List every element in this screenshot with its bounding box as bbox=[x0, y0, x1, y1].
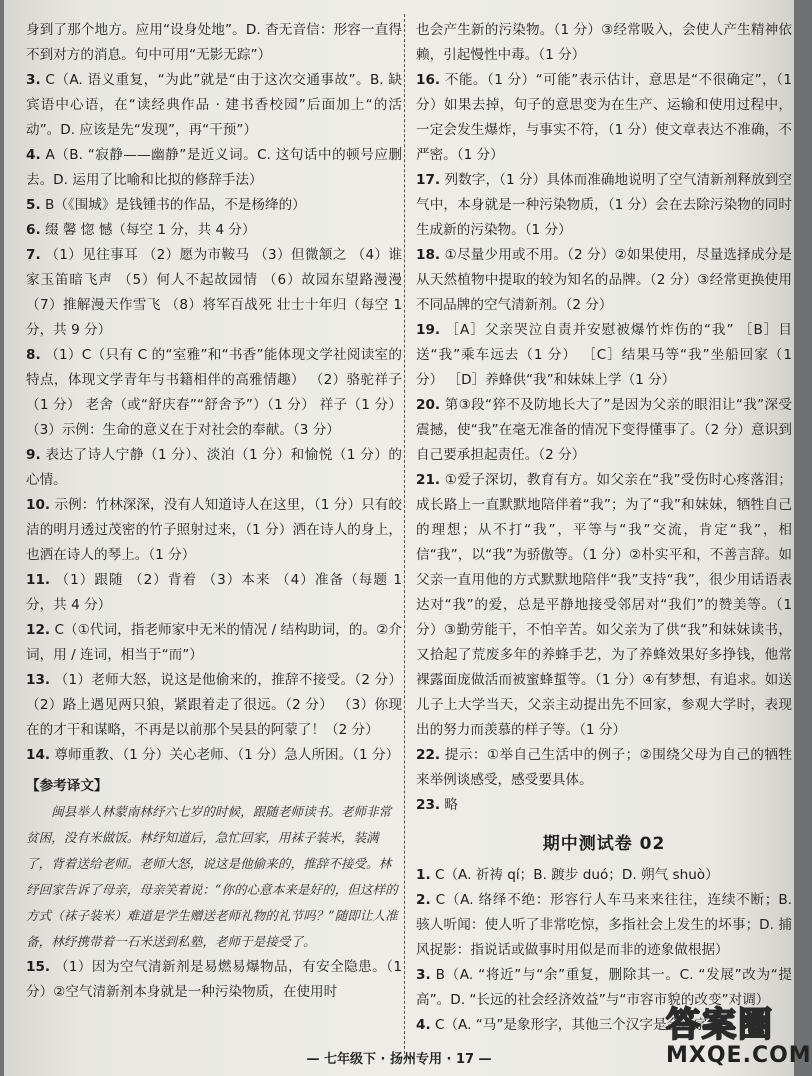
page-footer: — 七年级下 · 扬州专用 · 17 — bbox=[306, 1052, 492, 1067]
answer-number: 16. bbox=[416, 72, 441, 88]
reference-translation-heading: 【参考译文】 bbox=[26, 778, 108, 794]
answer-text: 身到了那个地方。应用“设身处地”。D. 杳无音信：形容一直得不到对方的消息。句中可用“无影无踪”） bbox=[26, 22, 402, 63]
answer-item bbox=[416, 793, 792, 818]
answer-text: 第③段“猝不及防地长大了”是因为父亲的眼泪让“我”深受震撼，使“我”在毫无准备的情况下变得懂事了。（2 分）意识到自己要承担起责任。（2 分） bbox=[416, 397, 792, 463]
answer-number: 3. bbox=[26, 72, 41, 88]
answer-item bbox=[416, 68, 792, 168]
answer-number: 19. bbox=[416, 322, 441, 338]
answer-item bbox=[416, 18, 792, 68]
answer-text: C（A. 语义重复，“为此”就是“由于这次交通事故”。B. 缺宾语中心语，在“读经典作品 · 建书香校园”后面加上“的活动”。D. 应该是先“发现”，再“干预”） bbox=[26, 72, 402, 138]
answer-number: 14. bbox=[26, 747, 51, 763]
answer-number: 15. bbox=[26, 959, 51, 975]
answer-text: ①爱子深切，教育有方。如父亲在“我”受伤时心疼落泪；成长路上一直默默地陪伴着“我”；为了“我”和妹妹，牺牲自己的理想；从不打“我”，平等与“我”交流，肯定“我”，相信“我”，以“我”为骄傲等。（1 分）②朴实平和，不善言辞。如父亲一直用他的方式默默地陪伴“我”支持“我”，很少用话语表达对“我”的爱，总是平静地接受邻居对“我们”的赞美等。（1 分）③勤劳能干，不怕辛苦。如父亲为了供“我”和妹妹读书，又拾起了荒废多年的养蜂手艺，为了养蜂效果好多挣钱，他常裸露面庞做活而被蜜蜂蜇等。（1 分）④有梦想，有追求。如送儿子上大学当天，父亲主动提出先不回家，参观大学时，表现出的努力而羡慕的样子等。（1 分） bbox=[416, 472, 792, 738]
column-divider bbox=[404, 14, 405, 1054]
answer-text: ［A］父亲哭泣自责并安慰被爆竹炸伤的“我” ［B］目送“我”乘车远去（1 分） ［C］结果马等“我”坐船回家（1 分） ［D］养蜂供“我”和妹妹上学（1 分） bbox=[416, 322, 792, 388]
answer-number: 4. bbox=[416, 1017, 431, 1033]
answer-item bbox=[26, 443, 402, 493]
answer-text: C（①代词，指老师家中无米的情况 / 结构助词，的。②介词，用 / 连词，相当于“而”） bbox=[26, 622, 402, 663]
answer-text: 不能。（1 分）“可能”表示估计，意思是“不很确定”，（1 分）如果去掉，句子的意思变为在生产、运输和使用过程中，一定会发生爆炸，与事实不符，（1 分）使文章表达不准确，不严密。（1 分） bbox=[416, 72, 792, 163]
answer-number: 6. bbox=[26, 222, 41, 238]
answer-item bbox=[416, 168, 792, 243]
left-answer-list bbox=[26, 18, 402, 768]
answer-item bbox=[26, 568, 402, 618]
answer-item bbox=[416, 393, 792, 468]
answer-number: 9. bbox=[26, 447, 41, 463]
answer-item bbox=[26, 218, 402, 243]
answer-item bbox=[416, 468, 792, 743]
answer-item bbox=[26, 343, 402, 443]
answer-number: 11. bbox=[26, 572, 51, 588]
answer-text: 表达了诗人宁静（1 分）、淡泊（1 分）和愉悦（1 分）的心情。 bbox=[26, 447, 402, 488]
section-title: 期中测试卷 02 bbox=[542, 834, 666, 854]
answer-number: 4. bbox=[26, 147, 41, 163]
answer-item bbox=[416, 243, 792, 318]
answer-number: 18. bbox=[416, 247, 441, 263]
answer-text: （1）跟随 （2）背着 （3）本来 （4）准备（每题 1 分，共 4 分） bbox=[26, 572, 402, 613]
answer-number: 17. bbox=[416, 172, 441, 188]
answer-item bbox=[26, 68, 402, 143]
answer-number: 10. bbox=[26, 497, 51, 513]
answer-page bbox=[4, 0, 812, 1076]
answer-text: B（A. “将近”与“余”重复，删除其一。C. “发展”改为“提高”。D. “长远的社会经济效益”与“市容市貌的改变”对调） bbox=[416, 967, 792, 1008]
answer-item bbox=[26, 743, 402, 768]
answer-number: 2. bbox=[416, 892, 431, 908]
left-answer-list-continued bbox=[26, 955, 402, 1005]
answer-number: 22. bbox=[416, 747, 441, 763]
answer-text: ①尽量少用或不用。（2 分）②如果使用，尽量选择成分是从天然植物中提取的较为知名的品牌。（2 分）③经常更换使用不同品牌的空气清新剂。（2 分） bbox=[416, 247, 792, 313]
right-column bbox=[416, 18, 792, 1038]
answer-text: 尊师重教、（1 分）关心老师、（1 分）急人所困。（1 分） bbox=[54, 747, 400, 763]
answer-text: （1）C（只有 C 的“室雅”和“书香”能体现文学社阅读室的特点，体现文学青年与书籍相伴的高雅情趣） （2）骆驼祥子（1 分） 老舍（或“舒庆春”“舒舍予”）（1 分） 祥子（1 分） （3）示例：生命的意义在于对社会的奉献。（3 分） bbox=[26, 347, 402, 438]
answer-number: 8. bbox=[26, 347, 41, 363]
answer-text: 提示：①举自己生活中的例子；②围绕父母为自己的牺牲来举例谈感受，感受要具体。 bbox=[416, 747, 792, 788]
answer-text: C（A. “马”是象形字，其他三个汉字是会意字 bbox=[434, 1017, 708, 1033]
answer-item bbox=[26, 668, 402, 743]
answer-item bbox=[26, 193, 402, 218]
answer-text: B（《围城》是钱锺书的作品，不是杨绛的） bbox=[44, 197, 306, 213]
answer-text: 缀 馨 惚 憾（每空 1 分，共 4 分） bbox=[44, 222, 256, 238]
answer-text: （1）因为空气清新剂是易燃易爆物品，有安全隐患。（1 分）②空气清新剂本身就是一种污染物质，在使用时 bbox=[26, 959, 403, 1000]
answer-number: 20. bbox=[416, 397, 441, 413]
reference-translation-text: 闽县举人林蒙南林纾六七岁的时候，跟随老师读书。老师非常贫困，没有米做饭。林纾知道后，急忙回家，用袜子装米，装满了，背着送给老师。老师大怒，说这是他偷来的，推辞不接受。林纾回家告诉了母亲，母亲笑着说：“你的心意本来是好的，但这样的方式（袜子装米）难道是学生赠送老师礼物的礼节吗？”随即让人准备，林纾携带着一石米送到私塾，老师于是接受了。 bbox=[26, 804, 398, 949]
answer-item bbox=[26, 955, 402, 1005]
answer-text: （1）老师大怒，说这是他偷来的，推辞不接受。（2 分） （2）路上遇见两只狼，紧跟着走了很远。（2 分） （3）你现在的才干和谋略，不再是以前那个吴县的阿蒙了！（2 分） bbox=[26, 672, 402, 738]
answer-item bbox=[26, 143, 402, 193]
answer-item bbox=[416, 888, 792, 963]
answer-number: 5. bbox=[26, 197, 41, 213]
answer-item bbox=[416, 863, 792, 888]
answer-item bbox=[416, 318, 792, 393]
answer-item bbox=[26, 243, 402, 343]
answer-text: 也会产生新的污染物。（1 分）③经常吸入，会使人产生精神依赖，引起慢性中毒。（1 分） bbox=[416, 22, 792, 63]
answer-number: 21. bbox=[416, 472, 441, 488]
answer-text: 示例：竹林深深，没有人知道诗人在这里，（1 分）只有皎洁的明月透过茂密的竹子照射过来，（1 分）洒在诗人的身上，也洒在诗人的琴上。（1 分） bbox=[26, 497, 402, 563]
watermark-text-top: 答案圈 bbox=[666, 1005, 774, 1045]
watermark-text-bottom: MXQE.COM bbox=[666, 1043, 812, 1068]
answer-number: 12. bbox=[26, 622, 51, 638]
site-watermark-logo bbox=[666, 1005, 812, 1072]
answer-text: C（A. 祈祷 qí；B. 踱步 duó；D. 朔气 shuò） bbox=[434, 867, 719, 883]
answer-text: （1）见往事耳 （2）愿为市鞍马 （3）但微颔之 （4）谁家玉笛暗飞声 （5）何人不起故园情 （6）故园东望路漫漫 （7）推解漫天作雪飞 （8）将军百战死 壮士十年归（每空 1 分，共 9 分） bbox=[26, 247, 402, 338]
answer-number: 1. bbox=[416, 867, 431, 883]
answer-number: 13. bbox=[26, 672, 51, 688]
answer-item bbox=[416, 743, 792, 793]
answer-text: 略 bbox=[444, 797, 459, 813]
answer-item bbox=[26, 18, 402, 68]
answer-text: 列数字，（1 分）具体而准确地说明了空气清新剂释放到空气中，本身就是一种污染物质，（1 分）会在去除污染物的同时生成新的污染物。（1 分） bbox=[416, 172, 792, 238]
answer-item bbox=[26, 618, 402, 668]
answer-text: A（B. “寂静——幽静”是近义词。C. 这句话中的顿号应删去。D. 运用了比喻和比拟的修辞手法） bbox=[26, 147, 402, 188]
right-answer-list bbox=[416, 18, 792, 818]
answer-item bbox=[26, 493, 402, 568]
left-column bbox=[26, 18, 402, 1005]
answer-number: 23. bbox=[416, 797, 441, 813]
answer-text: C（A. 络绎不绝：形容行人车马来来往往，连续不断；B. 骇人听闻：使人听了非常吃惊，多指社会上发生的坏事；D. 捕风捉影：指说话或做事时用似是而非的迹象做根据） bbox=[416, 892, 793, 958]
answer-number: 3. bbox=[416, 967, 431, 983]
answer-number: 7. bbox=[26, 247, 41, 263]
